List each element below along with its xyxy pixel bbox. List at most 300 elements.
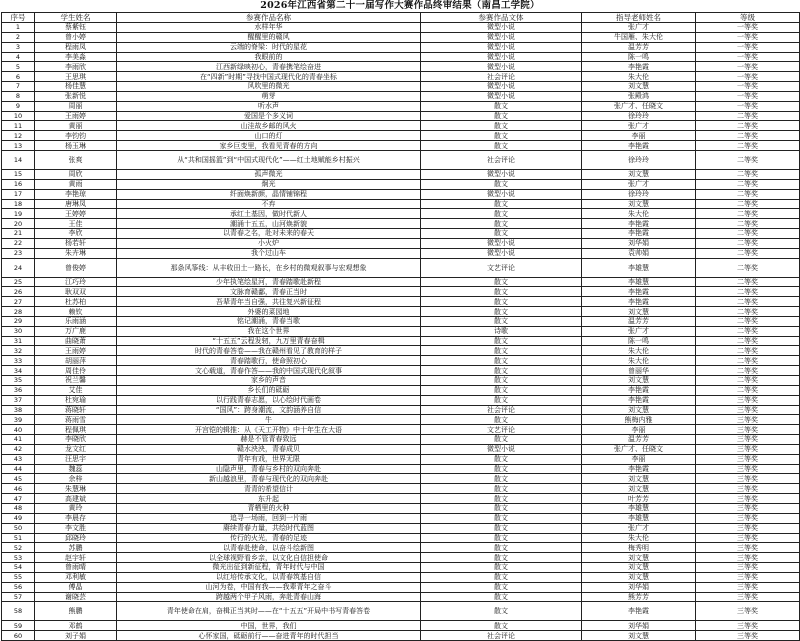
cell-work-title: 新山越浪里，青春与现代化的双向奔赴 <box>117 474 421 484</box>
cell-genre: 散文 <box>421 513 582 523</box>
cell-work-title: 青青的希望信计 <box>117 484 421 494</box>
cell-work-title: 乡长们的砥砺 <box>117 385 421 395</box>
cell-work-title: 青年有戏，世界无限 <box>117 454 421 464</box>
cell-no: 39 <box>2 415 35 425</box>
cell-no: 25 <box>2 277 35 287</box>
cell-grade: 二等奖 <box>696 287 800 297</box>
cell-grade: 一等奖 <box>696 23 800 33</box>
cell-genre: 散文 <box>421 277 582 287</box>
cell-student-name: 杨玉琳 <box>35 141 117 151</box>
cell-teacher: 李艳霞 <box>582 62 696 72</box>
cell-teacher: 徐玲玲 <box>582 189 696 199</box>
cell-grade: 二等奖 <box>696 209 800 219</box>
cell-work-title: 青春踏歌行，使命照初心 <box>117 356 421 366</box>
cell-grade: 二等奖 <box>696 346 800 356</box>
cell-grade: 二等奖 <box>696 131 800 141</box>
cell-work-title: 吾辈青年当自强，共往复兴新征程 <box>117 297 421 307</box>
cell-no: 18 <box>2 199 35 209</box>
cell-genre: 散文 <box>421 209 582 219</box>
table-row <box>2 631 800 641</box>
cell-genre: 微型小说 <box>421 91 582 101</box>
cell-student-name: 邓利敏 <box>35 572 117 582</box>
cell-teacher: 李艳霞 <box>582 141 696 151</box>
cell-no: 41 <box>2 435 35 445</box>
cell-student-name: 赵宇轩 <box>35 553 117 563</box>
cell-genre: 微型小说 <box>421 169 582 179</box>
cell-teacher: 朱大伦 <box>582 533 696 543</box>
cell-genre: 散文 <box>421 307 582 317</box>
table-row <box>2 454 800 464</box>
table-row <box>2 523 800 533</box>
cell-genre: 社会评论 <box>421 150 582 169</box>
cell-student-name: 杨若轩 <box>35 238 117 248</box>
cell-grade: 三等奖 <box>696 602 800 621</box>
cell-no: 19 <box>2 209 35 219</box>
cell-student-name: 王思琪 <box>35 72 117 82</box>
cell-grade: 一等奖 <box>696 91 800 101</box>
cell-student-name: 蒋晓轩 <box>35 405 117 415</box>
cell-genre: 散文 <box>421 376 582 386</box>
cell-work-title: 青栖里的火种 <box>117 503 421 513</box>
table-row <box>2 42 800 52</box>
cell-student-name: 唐琳凤 <box>35 199 117 209</box>
document-title: 2026年江西省第二十一届写作大赛作品终审结果（南昌工学院） <box>260 0 540 11</box>
results-table <box>1 12 800 641</box>
cell-grade: 三等奖 <box>696 464 800 474</box>
table-row <box>2 150 800 169</box>
cell-grade: 二等奖 <box>696 366 800 376</box>
table-row <box>2 169 800 179</box>
table-row <box>2 543 800 553</box>
cell-genre: 社会评论 <box>421 72 582 82</box>
cell-student-name: 魏蕊 <box>35 464 117 474</box>
cell-work-title: 云端的脊梁：时代的星花 <box>117 42 421 52</box>
cell-work-title: 以青春之名，赴对未来的春天 <box>117 229 421 239</box>
cell-genre: 社会评论 <box>421 405 582 415</box>
cell-no: 48 <box>2 503 35 513</box>
cell-genre: 散文 <box>421 131 582 141</box>
cell-grade: 一等奖 <box>696 62 800 72</box>
cell-grade: 二等奖 <box>696 258 800 277</box>
cell-grade: 一等奖 <box>696 42 800 52</box>
cell-genre: 社会评论 <box>421 631 582 641</box>
cell-genre: 散文 <box>421 287 582 297</box>
table-row <box>2 336 800 346</box>
cell-genre: 散文 <box>421 346 582 356</box>
cell-genre: 微型小说 <box>421 444 582 454</box>
cell-student-name: 黄雨 <box>35 179 117 189</box>
table-row <box>2 32 800 42</box>
cell-grade: 二等奖 <box>696 111 800 121</box>
table-row <box>2 533 800 543</box>
cell-grade: 二等奖 <box>696 326 800 336</box>
cell-student-name: 刘子娟 <box>35 631 117 641</box>
cell-grade: 三等奖 <box>696 533 800 543</box>
cell-grade: 二等奖 <box>696 307 800 317</box>
cell-student-name: 李美淼 <box>35 52 117 62</box>
table-row <box>2 602 800 621</box>
table-row <box>2 62 800 72</box>
cell-genre: 微型小说 <box>421 23 582 33</box>
cell-grade: 二等奖 <box>696 336 800 346</box>
cell-no: 13 <box>2 141 35 151</box>
cell-teacher: 熊芳芳 <box>582 592 696 602</box>
table-row <box>2 366 800 376</box>
cell-work-title: 小火炉 <box>117 238 421 248</box>
cell-no: 4 <box>2 52 35 62</box>
cell-student-name: 苏鹏 <box>35 543 117 553</box>
cell-teacher: 陈一鸣 <box>582 336 696 346</box>
cell-teacher: 陈一鸣 <box>582 52 696 62</box>
cell-teacher: 张广才、任晓文 <box>582 444 696 454</box>
table-row <box>2 563 800 573</box>
cell-teacher: 刘文慧 <box>582 307 696 317</box>
table-row <box>2 238 800 248</box>
table-row <box>2 356 800 366</box>
header-teacher: 指导老师姓名 <box>582 13 696 23</box>
cell-grade: 三等奖 <box>696 563 800 573</box>
cell-work-title: 心怀家国，砥砺前行——奋进青年的时代担当 <box>117 631 421 641</box>
cell-work-title: 炯光 <box>117 179 421 189</box>
cell-student-name: 曾俊婷 <box>35 258 117 277</box>
cell-teacher: 刘文慧 <box>582 376 696 386</box>
cell-work-title: 山洼故乡邮的风火 <box>117 121 421 131</box>
cell-grade: 三等奖 <box>696 621 800 631</box>
cell-no: 21 <box>2 229 35 239</box>
cell-no: 60 <box>2 631 35 641</box>
cell-grade: 一等奖 <box>696 32 800 42</box>
cell-student-name: 张爽 <box>35 150 117 169</box>
cell-teacher: 温芳芳 <box>582 42 696 52</box>
cell-teacher: 李雄慧 <box>582 277 696 287</box>
table-row <box>2 258 800 277</box>
cell-teacher: 李丽 <box>582 454 696 464</box>
table-row <box>2 199 800 209</box>
cell-work-title: 中国，世界，我们 <box>117 621 421 631</box>
cell-no: 54 <box>2 563 35 573</box>
cell-teacher: 刘文慧 <box>582 553 696 563</box>
cell-student-name: 曾小婷 <box>35 32 117 42</box>
cell-grade: 三等奖 <box>696 425 800 435</box>
table-row <box>2 425 800 435</box>
cell-student-name: 胡丽萍 <box>35 356 117 366</box>
cell-teacher: 袁帅娟 <box>582 248 696 258</box>
cell-genre: 文艺评论 <box>421 425 582 435</box>
cell-grade: 二等奖 <box>696 179 800 189</box>
cell-no: 3 <box>2 42 35 52</box>
cell-no: 57 <box>2 592 35 602</box>
cell-genre: 微型小说 <box>421 82 582 92</box>
cell-teacher: 李艳霞 <box>582 385 696 395</box>
cell-grade: 三等奖 <box>696 543 800 553</box>
cell-grade: 三等奖 <box>696 444 800 454</box>
cell-work-title: 家乡的声音 <box>117 376 421 386</box>
cell-teacher: 张广才、任晓文 <box>582 101 696 111</box>
table-row <box>2 494 800 504</box>
cell-grade: 三等奖 <box>696 435 800 445</box>
cell-teacher: 张广才 <box>582 23 696 33</box>
cell-teacher: 李艳霞 <box>582 395 696 405</box>
cell-teacher: 李艳霞 <box>582 464 696 474</box>
cell-teacher: 温芳芳 <box>582 435 696 445</box>
cell-work-title: 以全球视野看乡亲，以文化自信担使命 <box>117 553 421 563</box>
cell-no: 20 <box>2 219 35 229</box>
cell-teacher: 刘文慧 <box>582 631 696 641</box>
cell-teacher: 李雄慧 <box>582 513 696 523</box>
cell-student-name: 余梓 <box>35 474 117 484</box>
cell-work-title: 东升起 <box>117 494 421 504</box>
cell-teacher: 李丽 <box>582 131 696 141</box>
table-row <box>2 326 800 336</box>
cell-work-title: 时代的青春答卷——我在赣州看见了教育的样子 <box>117 346 421 356</box>
cell-student-name: 黄丽 <box>35 121 117 131</box>
table-row <box>2 101 800 111</box>
cell-work-title: 潮涌十五五，山河焕新貌 <box>117 219 421 229</box>
cell-no: 7 <box>2 82 35 92</box>
cell-teacher: 张广才 <box>582 523 696 533</box>
cell-work-title: 以青春赴使命，以奋斗绘新图 <box>117 543 421 553</box>
cell-genre: 散文 <box>421 141 582 151</box>
cell-work-title: 追寻一场雨，回到一片雨 <box>117 513 421 523</box>
cell-student-name: 曲晓萧 <box>35 336 117 346</box>
cell-student-name: 朱慧琳 <box>35 484 117 494</box>
cell-student-name: 汪思宇 <box>35 454 117 464</box>
cell-work-title: 青年使命在肩，奋楫正当其时——在“十五五”开局中书写青春答卷 <box>117 602 421 621</box>
cell-no: 30 <box>2 326 35 336</box>
cell-teacher: 刘文慧 <box>582 484 696 494</box>
cell-work-title: 水样年华 <box>117 23 421 33</box>
cell-genre: 散文 <box>421 366 582 376</box>
cell-student-name: 蒋雨雪 <box>35 415 117 425</box>
table-row <box>2 503 800 513</box>
table-row <box>2 111 800 121</box>
cell-grade: 三等奖 <box>696 592 800 602</box>
cell-work-title: 山河为卷，中国有我——我辈青年之奋斗 <box>117 582 421 592</box>
cell-genre: 微型小说 <box>421 238 582 248</box>
cell-work-title: 以红培传承文化，以青春筑基自信 <box>117 572 421 582</box>
cell-work-title: 那条风筝线：从丰收田土一路长，在乡村的微观叙事与宏观想象 <box>117 258 421 277</box>
cell-student-name: 张新悦 <box>35 91 117 101</box>
cell-student-name: 杨佳慧 <box>35 82 117 92</box>
cell-no: 29 <box>2 316 35 326</box>
cell-genre: 散文 <box>421 395 582 405</box>
table-row <box>2 121 800 131</box>
cell-work-title: 山隐声里，青春与乡村的双向奔赴 <box>117 464 421 474</box>
cell-student-name: 邱晓玲 <box>35 533 117 543</box>
cell-work-title: 山口的灯 <box>117 131 421 141</box>
cell-teacher: 曾丽华 <box>582 366 696 376</box>
cell-student-name: 程雨凤 <box>35 42 117 52</box>
cell-work-title: 萌芽 <box>117 91 421 101</box>
cell-work-title: 我个过山车 <box>117 248 421 258</box>
cell-work-title: 家乡巨变里，我看见青春的方向 <box>117 141 421 151</box>
cell-no: 17 <box>2 189 35 199</box>
cell-no: 26 <box>2 287 35 297</box>
cell-teacher: 梅秀明 <box>582 543 696 553</box>
cell-genre: 散文 <box>421 494 582 504</box>
cell-genre: 散文 <box>421 543 582 553</box>
cell-grade: 二等奖 <box>696 219 800 229</box>
cell-teacher: 李雄慧 <box>582 258 696 277</box>
cell-grade: 二等奖 <box>696 169 800 179</box>
cell-genre: 散文 <box>421 484 582 494</box>
cell-genre: 散文 <box>421 229 582 239</box>
cell-teacher: 刘文慧 <box>582 474 696 484</box>
table-row <box>2 582 800 592</box>
cell-genre: 微型小说 <box>421 62 582 72</box>
cell-teacher: 李艳霞 <box>582 219 696 229</box>
cell-no: 46 <box>2 484 35 494</box>
cell-genre: 散文 <box>421 179 582 189</box>
cell-teacher: 李艳霞 <box>582 287 696 297</box>
table-row <box>2 415 800 425</box>
cell-work-title: 文心载道，青春作答——我的中国式现代化叙事 <box>117 366 421 376</box>
cell-teacher: 刘华娟 <box>582 621 696 631</box>
cell-genre: 散文 <box>421 336 582 346</box>
cell-no: 24 <box>2 258 35 277</box>
cell-student-name: 乐雨涵 <box>35 316 117 326</box>
cell-grade: 二等奖 <box>696 189 800 199</box>
cell-student-name: 李雨欣 <box>35 62 117 72</box>
cell-student-name: 江巧玲 <box>35 277 117 287</box>
cell-work-title: 牛 <box>117 415 421 425</box>
cell-teacher: 牛国雁、朱大伦 <box>582 32 696 42</box>
cell-work-title: 承红土基因，做时代新人 <box>117 209 421 219</box>
cell-genre: 散文 <box>421 553 582 563</box>
cell-no: 49 <box>2 513 35 523</box>
cell-no: 51 <box>2 533 35 543</box>
cell-teacher: 张广才 <box>582 179 696 189</box>
table-row <box>2 219 800 229</box>
cell-genre: 散文 <box>421 219 582 229</box>
cell-no: 8 <box>2 91 35 101</box>
cell-no: 27 <box>2 297 35 307</box>
cell-work-title: 开宫铠的辑推：从《天工开物》中十年生在大语 <box>117 425 421 435</box>
cell-teacher: 温芳芳 <box>582 316 696 326</box>
cell-teacher: 刘文慧 <box>582 169 696 179</box>
cell-work-title: 江西新绿映初心，青春携笔绘奋进 <box>117 62 421 72</box>
cell-work-title: 以行践青春志愿，以心绘时代画卷 <box>117 395 421 405</box>
cell-student-name: 祝兰馨 <box>35 376 117 386</box>
cell-no: 33 <box>2 356 35 366</box>
cell-work-title: “国风”：跨身潮流，文韵涵养自信 <box>117 405 421 415</box>
cell-teacher: 朱大伦 <box>582 356 696 366</box>
table-row <box>2 395 800 405</box>
cell-student-name: 王佳 <box>35 219 117 229</box>
cell-grade: 三等奖 <box>696 494 800 504</box>
table-row <box>2 346 800 356</box>
table-row <box>2 435 800 445</box>
cell-student-name: 蔡紫钰 <box>35 23 117 33</box>
table-row <box>2 131 800 141</box>
cell-work-title: 文脉育赣鄱，青春正当时 <box>117 287 421 297</box>
cell-no: 35 <box>2 376 35 386</box>
cell-student-name: 龙文红 <box>35 444 117 454</box>
cell-student-name: 王雨婷 <box>35 346 117 356</box>
cell-teacher: 李艳霞 <box>582 229 696 239</box>
table-row <box>2 72 800 82</box>
cell-work-title: 传行的火光，青春的足迹 <box>117 533 421 543</box>
cell-student-name: 周丽 <box>35 101 117 111</box>
cell-grade: 三等奖 <box>696 513 800 523</box>
cell-student-name: 李艳琼 <box>35 189 117 199</box>
cell-teacher: 朱大伦 <box>582 72 696 82</box>
cell-grade: 二等奖 <box>696 121 800 131</box>
cell-no: 9 <box>2 101 35 111</box>
cell-teacher: 张殿鸿 <box>582 91 696 101</box>
table-row <box>2 592 800 602</box>
cell-work-title: 孤声微光 <box>117 169 421 179</box>
cell-grade: 二等奖 <box>696 356 800 366</box>
cell-genre: 散文 <box>421 474 582 484</box>
cell-student-name: 李晨存 <box>35 513 117 523</box>
cell-genre: 散文 <box>421 297 582 307</box>
cell-genre: 散文 <box>421 199 582 209</box>
cell-grade: 三等奖 <box>696 572 800 582</box>
table-row <box>2 179 800 189</box>
table-row <box>2 141 800 151</box>
header-work-title: 参赛作品名称 <box>117 13 421 23</box>
cell-student-name: 周欣 <box>35 169 117 179</box>
cell-student-name: 李晓欣 <box>35 435 117 445</box>
cell-genre: 文艺评论 <box>421 258 582 277</box>
cell-student-name: 程佩琪 <box>35 425 117 435</box>
cell-genre: 散文 <box>421 356 582 366</box>
cell-grade: 三等奖 <box>696 484 800 494</box>
header-genre: 参赛作品文体 <box>421 13 582 23</box>
header-student-name: 学生姓名 <box>35 13 117 23</box>
table-row <box>2 385 800 395</box>
cell-genre: 散文 <box>421 435 582 445</box>
cell-student-name: 赖钦 <box>35 307 117 317</box>
cell-grade: 三等奖 <box>696 631 800 641</box>
cell-work-title: 在“四新”时期”寻找中国式现代化的青春坐标 <box>117 72 421 82</box>
cell-work-title: 少年执笔绘星河，青春踏歌赴新程 <box>117 277 421 287</box>
table-row <box>2 474 800 484</box>
cell-no: 37 <box>2 395 35 405</box>
cell-student-name: 王雨婷 <box>35 111 117 121</box>
cell-no: 47 <box>2 494 35 504</box>
cell-teacher: 刘文慧 <box>582 82 696 92</box>
cell-genre: 散文 <box>421 582 582 592</box>
cell-teacher: 叶芳芳 <box>582 494 696 504</box>
cell-student-name: 耿双双 <box>35 287 117 297</box>
cell-genre: 散文 <box>421 121 582 131</box>
cell-grade: 三等奖 <box>696 415 800 425</box>
cell-no: 34 <box>2 366 35 376</box>
cell-teacher: 李艳霞 <box>582 297 696 307</box>
cell-grade: 二等奖 <box>696 248 800 258</box>
cell-student-name: 周佳伶 <box>35 366 117 376</box>
cell-no: 52 <box>2 543 35 553</box>
cell-teacher: 徐玲玲 <box>582 111 696 121</box>
cell-grade: 二等奖 <box>696 277 800 287</box>
cell-teacher: 徐玲玲 <box>582 150 696 169</box>
cell-grade: 三等奖 <box>696 454 800 464</box>
cell-no: 31 <box>2 336 35 346</box>
cell-teacher: 熊梅内雅 <box>582 415 696 425</box>
cell-grade: 三等奖 <box>696 503 800 513</box>
cell-genre: 微型小说 <box>421 248 582 258</box>
cell-no: 22 <box>2 238 35 248</box>
cell-no: 5 <box>2 62 35 72</box>
cell-student-name: 高建斌 <box>35 494 117 504</box>
table-row <box>2 91 800 101</box>
cell-teacher: 李丽 <box>582 425 696 435</box>
cell-work-title: 铭记潮涌，青春当歌 <box>117 316 421 326</box>
cell-genre: 微型小说 <box>421 42 582 52</box>
cell-grade: 三等奖 <box>696 553 800 563</box>
